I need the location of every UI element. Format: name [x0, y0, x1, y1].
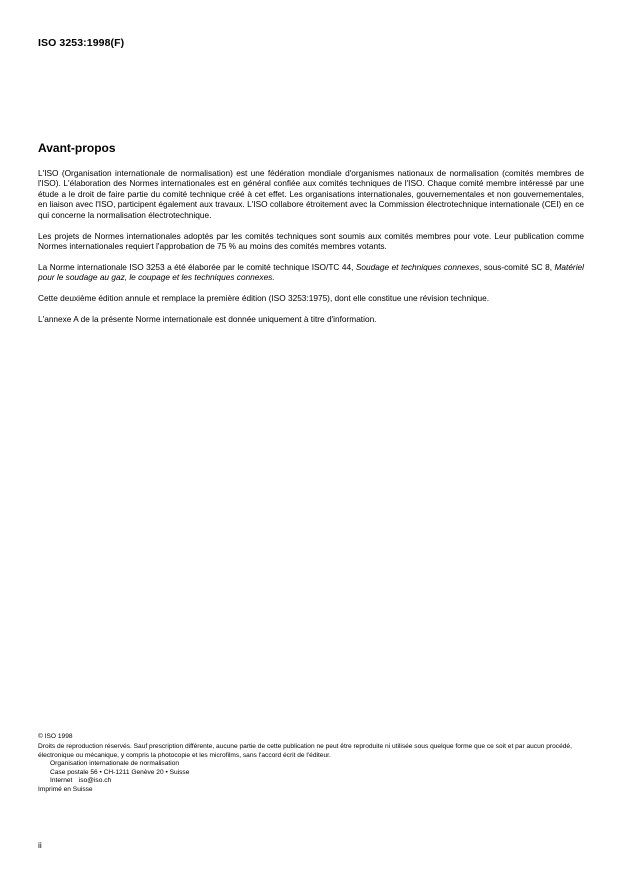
organisation-name: Organisation internationale de normalisation: [50, 760, 180, 768]
p3-subcommittee-title: Matériel pour le soudage au gaz, le coupage et les techniques connexes.: [38, 261, 584, 283]
p3-text-c: , sous-comité SC 8,: [479, 261, 555, 272]
copyright-notice: © ISO 1998: [38, 733, 73, 740]
foreword-paragraph-3: [38, 262, 584, 283]
p3-text-a: La Norme internationale ISO 3253 a été élaborée par le comité technique ISO/TC 44,: [38, 261, 356, 272]
copyright-footer: [38, 733, 584, 795]
foreword-paragraph-1: L'ISO (Organisation internationale de normalisation) est une fédération mondiale d'organismes nationaux de normalisation (comités membres de l'ISO). L'élaboration des Normes internationales est en général confiée aux comités techniques de l'ISO. Chaque comité membre intéressé par une étude a le droit de faire partie du comité technique créé à cet effet. Les organisations internationales, gouvernementales et non gouvernementales, en liaison avec l'ISO, participent également aux travaux. L'ISO collabore étroitement avec la Commission électrotechnique internationale (CEI) en ce qui concerne la normalisation électrotechnique.: [38, 168, 584, 220]
document-id-header: ISO 3253:1998(F): [38, 37, 125, 49]
printed-in: Imprimé en Suisse: [38, 786, 93, 794]
foreword-section: [38, 141, 584, 335]
postal-address: Case postale 56 • CH-1211 Genève 20 • Suisse: [50, 768, 190, 776]
internet-email: iso@iso.ch: [78, 777, 112, 785]
internet-label: Internet: [50, 777, 73, 785]
p3-committee-title: Soudage et techniques connexes: [355, 261, 480, 272]
foreword-title: Avant-propos: [38, 141, 116, 155]
rights-statement: Droits de reproduction réservés. Sauf prescription différente, aucune partie de cette publication ne peut être reproduite ni utilisée sous quelque forme que ce soit et par aucun procédé, électronique ou mécanique, y compris la photocopie et les microfilms, sans l'accord écrit de l'éditeur.: [38, 743, 572, 759]
foreword-paragraph-4: Cette deuxième édition annule et remplace la première édition (ISO 3253:1975), dont elle constitue une révision technique.: [38, 293, 490, 304]
foreword-paragraph-2: Les projets de Normes internationales adoptés par les comités techniques sont soumis aux comités membres pour vote. Leur publication comme Normes internationales requiert l'approbation de 75 % au moins des comités membres votants.: [38, 230, 584, 251]
page-number: ii: [38, 840, 42, 850]
foreword-paragraph-5: L'annexe A de la présente Norme internationale est donnée uniquement à titre d'information.: [38, 314, 377, 325]
internet-contact: [38, 777, 584, 785]
